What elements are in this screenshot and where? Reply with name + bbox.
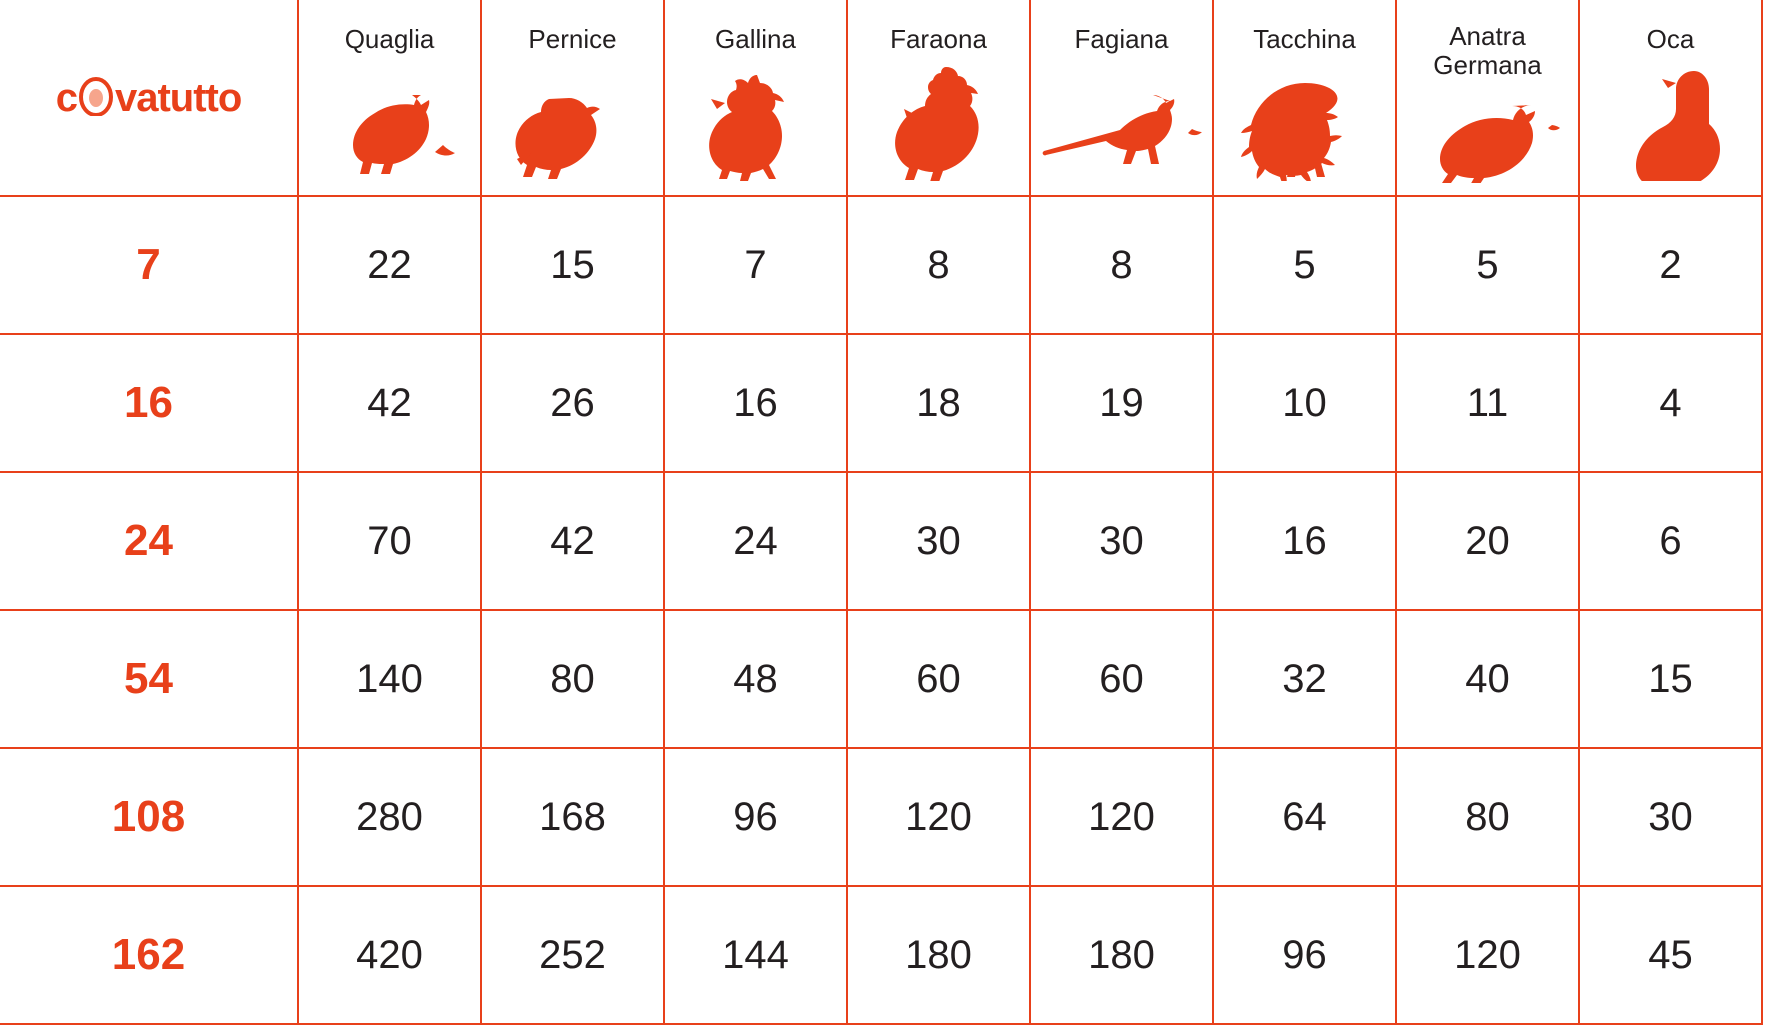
table-cell: 60 [847,610,1030,748]
row-header-model: 54 [0,610,298,748]
column-header-faraona [847,0,1030,196]
table-cell: 144 [664,886,847,1024]
bird-name-label: Faraona [890,23,987,54]
bird-name-label: Oca [1646,23,1695,54]
table-cell: 120 [1396,886,1579,1024]
table-cell: 16 [664,334,847,472]
table-cell: 15 [1579,610,1762,748]
row-header-model: 24 [0,472,298,610]
table-cell: 420 [298,886,481,1024]
table-cell: 48 [664,610,847,748]
table-cell: 42 [481,472,664,610]
table-cell: 20 [1396,472,1579,610]
turkey-icon [1214,77,1395,181]
table-cell: 120 [1030,748,1213,886]
table-cell: 180 [847,886,1030,1024]
logo-text-left: c [55,75,77,120]
table-cell: 11 [1396,334,1579,472]
table-cell: 96 [1213,886,1396,1024]
egg-icon [79,74,113,121]
table-cell: 30 [1030,472,1213,610]
bird-name-label: Gallina [715,23,796,54]
table-row [0,610,1762,748]
quail-icon [299,77,480,181]
table-cell: 70 [298,472,481,610]
table-row [0,196,1762,334]
table-cell: 60 [1030,610,1213,748]
table-row [0,472,1762,610]
table-row [0,886,1762,1024]
table-cell: 80 [1396,748,1579,886]
table-cell: 30 [1579,748,1762,886]
logo [0,74,297,121]
table-cell: 8 [847,196,1030,334]
table-cell: 80 [481,610,664,748]
table-cell: 64 [1213,748,1396,886]
table-cell: 168 [481,748,664,886]
table-cell: 32 [1213,610,1396,748]
table-cell: 22 [298,196,481,334]
column-header-pernice [481,0,664,196]
table-cell: 30 [847,472,1030,610]
table-cell: 24 [664,472,847,610]
table-cell: 5 [1213,196,1396,334]
table-cell: 7 [664,196,847,334]
table-cell: 5 [1396,196,1579,334]
row-header-model: 162 [0,886,298,1024]
table-cell: 6 [1579,472,1762,610]
duck-icon [1397,79,1578,183]
table-cell: 15 [481,196,664,334]
table-cell: 120 [847,748,1030,886]
table-cell: 40 [1396,610,1579,748]
table-cell: 280 [298,748,481,886]
table-cell: 10 [1213,334,1396,472]
bird-name-label: Quaglia [344,23,435,54]
row-header-model: 108 [0,748,298,886]
table-cell: 26 [481,334,664,472]
logo-text-right: vatutto [114,75,242,120]
row-header-model: 16 [0,334,298,472]
table-cell: 18 [847,334,1030,472]
table-cell: 140 [298,610,481,748]
column-header-tacchina [1213,0,1396,196]
guineafowl-icon [848,77,1029,181]
table-cell: 2 [1579,196,1762,334]
brand-logo-cell [0,0,298,196]
table-cell: 19 [1030,334,1213,472]
hen-icon [665,77,846,181]
table-cell: 16 [1213,472,1396,610]
table-cell: 8 [1030,196,1213,334]
goose-icon [1580,77,1761,181]
pheasant-icon [1031,77,1212,181]
column-header-fagiana [1030,0,1213,196]
bird-name-label: Tacchina [1253,23,1356,54]
table-cell: 180 [1030,886,1213,1024]
row-header-model: 7 [0,196,298,334]
table-cell: 42 [298,334,481,472]
bird-name-label: Pernice [528,23,617,54]
table-cell: 45 [1579,886,1762,1024]
column-header-anatra-germana [1396,0,1579,196]
column-header-oca [1579,0,1762,196]
column-header-gallina [664,0,847,196]
bird-name-label: Anatra Germana [1433,21,1542,80]
table-cell: 4 [1579,334,1762,472]
table-row [0,334,1762,472]
table-cell: 96 [664,748,847,886]
table-header-row [0,0,1762,196]
partridge-icon [482,77,663,181]
column-header-quaglia [298,0,481,196]
table-row [0,748,1762,886]
bird-name-label: Fagiana [1074,23,1169,54]
table-cell: 252 [481,886,664,1024]
